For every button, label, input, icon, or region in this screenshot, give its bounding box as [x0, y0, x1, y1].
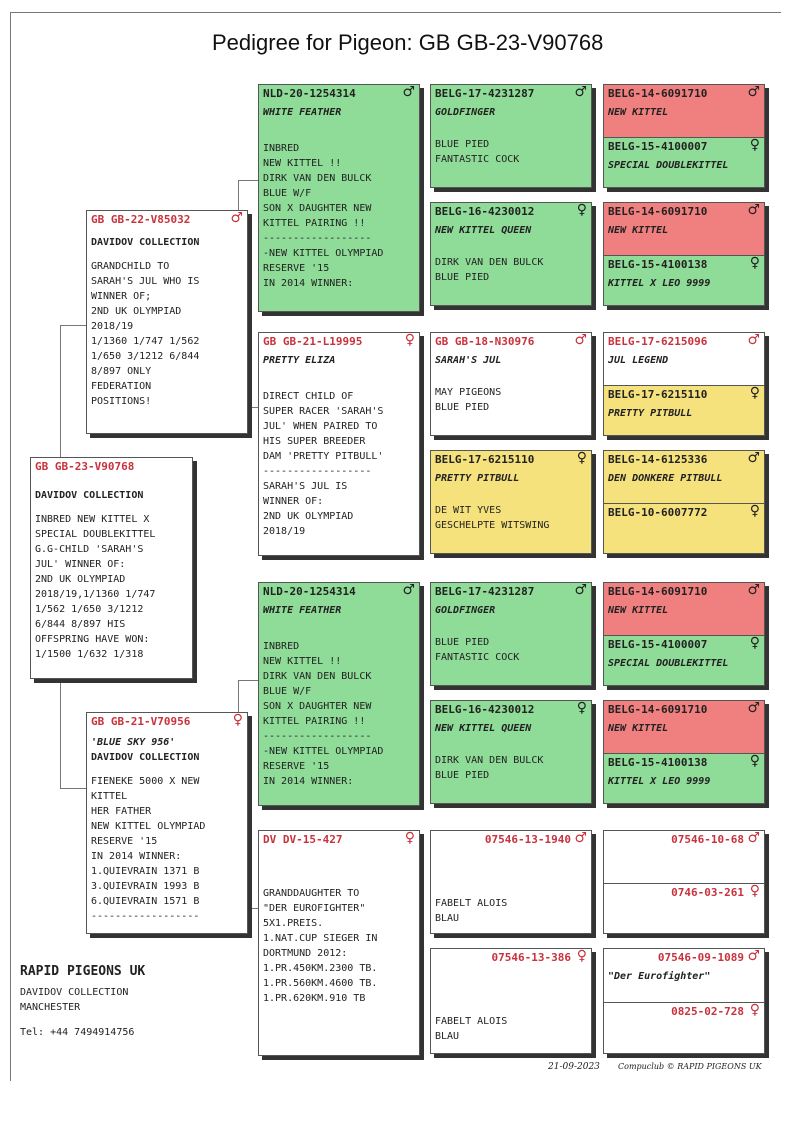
female-icon: ♀: [749, 255, 760, 271]
gen3-card-1[interactable]: [430, 84, 592, 188]
gen4-dam[interactable]: [604, 1002, 764, 1054]
dam-sire-card[interactable]: [258, 582, 420, 806]
gen4-dam[interactable]: [604, 753, 764, 804]
gen3-card-4[interactable]: [430, 450, 592, 554]
pigeon-info: BLUE PIED FANTASTIC COCK: [435, 139, 520, 165]
gen4-sire[interactable]: [604, 831, 764, 883]
gen4-dam[interactable]: [604, 883, 764, 934]
pigeon-info: FABELT ALOIS BLAU: [435, 1016, 508, 1042]
gen4-card-7[interactable]: [603, 830, 765, 934]
ring-number: DV DV-15-427: [263, 833, 343, 846]
ring-number: BELG-10-6007772: [608, 506, 708, 519]
gen4-card-4[interactable]: [603, 450, 765, 554]
female-icon: ♀: [749, 385, 760, 401]
pigeon-name: NEW KITTEL QUEEN: [435, 225, 532, 236]
pigeon-info: INBRED NEW KITTEL X SPECIAL DOUBLEKITTEL G.G-CHILD 'SARAH'S JUL' WINNER OF: 2ND UK OLYMPIAD 2018/19,1/1360 1/747 1/562 1/650 3/1212 6/844 8/897 HIS OFFSPRING HAVE WON: 1/1500 1/632 1/318: [35, 514, 156, 660]
sire-sire-card[interactable]: [258, 84, 420, 312]
pigeon-info: MAY PIGEONS BLUE PIED: [435, 387, 502, 413]
pigeon-name: NEW KITTEL: [608, 225, 669, 236]
ring-number: GB GB-21-L19995: [263, 335, 363, 348]
female-icon: ♀: [749, 883, 760, 899]
pigeon-info: DE WIT YVES GESCHELPTE WITSWING: [435, 505, 550, 531]
pigeon-name: NEW KITTEL QUEEN: [435, 723, 532, 734]
ring-number: GB GB-18-N30976: [435, 335, 535, 348]
ring-number: 07546-13-386: [491, 951, 571, 964]
ring-number: BELG-14-6091710: [608, 703, 708, 716]
ring-number: 07546-13-1940: [484, 833, 571, 846]
male-icon: ♂: [574, 582, 587, 598]
connector: [60, 788, 86, 789]
pigeon-info: GRANDDAUGHTER TO "DER EUROFIGHTER" 5X1.PREIS. 1.NAT.CUP SIEGER IN DORTMUND 2012: 1.PR.450KM.2300 TB. 1.PR.560KM.4600 TB. 1.PR.620KM.910 TB: [263, 888, 378, 1004]
female-icon: ♀: [232, 712, 243, 728]
ring-number: BELG-17-4231287: [435, 585, 535, 598]
connector: [60, 680, 61, 788]
male-icon: ♂: [402, 84, 415, 100]
pigeon-name: PRETTY PITBULL: [608, 408, 693, 419]
female-icon: ♀: [749, 137, 760, 153]
pigeon-name: DEN DONKERE PITBULL: [608, 473, 723, 484]
gen4-card-5[interactable]: [603, 582, 765, 686]
ring-number: BELG-16-4230012: [435, 703, 535, 716]
pigeon-name: NEW KITTEL: [608, 723, 669, 734]
pigeon-name: DAVIDOV COLLECTION: [91, 237, 200, 248]
gen3-card-2[interactable]: [430, 202, 592, 306]
dam-card[interactable]: [86, 712, 248, 934]
pigeon-name: PRETTY PITBULL: [435, 473, 520, 484]
gen4-card-6[interactable]: [603, 700, 765, 804]
pigeon-info: FIENEKE 5000 X NEW KITTEL HER FATHER NEW KITTEL OLYMPIAD RESERVE '15 IN 2014 WINNER: 1.QUIEVRAIN 1371 B 3.QUIEVRAIN 1993 B 6.QUIEVRAIN 1571 B ------------------: [91, 776, 206, 922]
male-icon: ♂: [747, 333, 760, 348]
pigeon-info: DIRECT CHILD OF SUPER RACER 'SARAH'S JUL' WHEN PAIRED TO HIS SUPER BREEDER DAM 'PRETTY PITBULL' ------------------ SARAH'S JUL IS WINNER OF: 2ND UK OLYMPIAD 2018/19: [263, 391, 384, 537]
female-icon: ♀: [576, 450, 587, 466]
sire-dam-card[interactable]: [258, 332, 420, 556]
gen4-card-2[interactable]: [603, 202, 765, 306]
pigeon-name: KITTEL X LEO 9999: [608, 278, 711, 289]
ring-number: BELG-16-4230012: [435, 205, 535, 218]
ring-number: 0746-03-261: [671, 886, 744, 899]
ring-number: NLD-20-1254314: [263, 585, 356, 598]
connector: [238, 680, 258, 681]
pigeon-info: DIRK VAN DEN BULCK BLUE PIED: [435, 755, 544, 781]
gen4-card-3[interactable]: [603, 332, 765, 436]
sire-card[interactable]: [86, 210, 248, 434]
ring-number: BELG-14-6091710: [608, 205, 708, 218]
gen3-card-8[interactable]: [430, 948, 592, 1054]
gen4-card-8[interactable]: [603, 948, 765, 1054]
ring-number: 07546-10-68: [671, 833, 744, 846]
pigeon-name: KITTEL X LEO 9999: [608, 776, 711, 787]
female-icon: ♀: [404, 830, 415, 846]
gen4-sire[interactable]: [604, 949, 764, 1002]
gen3-card-5[interactable]: [430, 582, 592, 686]
ring-number: GB GB-21-V70956: [91, 715, 191, 728]
ring-number: BELG-17-6215110: [435, 453, 535, 466]
female-icon: ♀: [576, 700, 587, 716]
gen4-dam[interactable]: [604, 385, 764, 436]
pigeon-name: NEW KITTEL: [608, 605, 669, 616]
male-icon: ♂: [747, 451, 760, 466]
ring-number: GB GB-23-V90768: [35, 460, 135, 473]
male-icon: ♂: [574, 84, 587, 100]
pigeon-info: DIRK VAN DEN BULCK BLUE PIED: [435, 257, 544, 283]
gen4-dam[interactable]: [604, 503, 764, 554]
ring-number: GB GB-22-V85032: [91, 213, 191, 226]
ring-number: 07546-09-1089: [657, 951, 744, 964]
ring-number: NLD-20-1254314: [263, 87, 356, 100]
breeder-info: [20, 964, 145, 1038]
pigeon-name: GOLDFINGER: [435, 107, 496, 118]
print-date: 21-09-2023: [548, 1062, 600, 1072]
ring-number: BELG-14-6091710: [608, 585, 708, 598]
pigeon-name: PRETTY ELIZA: [263, 355, 336, 366]
pigeon-info: INBRED NEW KITTEL !! DIRK VAN DEN BULCK BLUE W/F SON X DAUGHTER NEW KITTEL PAIRING !! ------------------ -NEW KITTEL OLYMPIAD RESERVE '15 IN 2014 WINNER:: [263, 641, 384, 787]
gen3-card-6[interactable]: [430, 700, 592, 804]
pigeon-info: BLUE PIED FANTASTIC COCK: [435, 637, 520, 663]
ring-number: BELG-14-6091710: [608, 87, 708, 100]
gen4-sire[interactable]: [604, 583, 764, 635]
female-icon: ♀: [576, 202, 587, 218]
male-icon: ♂: [574, 830, 587, 846]
pigeon-name: 'BLUE SKY 956': [91, 737, 176, 748]
pigeon-name-2: DAVIDOV COLLECTION: [91, 752, 200, 763]
gen4-dam[interactable]: [604, 635, 764, 686]
gen4-sire[interactable]: [604, 85, 764, 137]
gen3-card-3[interactable]: [430, 332, 592, 436]
male-icon: ♂: [402, 582, 415, 598]
software-credit: Compuclub © RAPID PIGEONS UK: [618, 1062, 762, 1071]
pigeon-info: INBRED NEW KITTEL !! DIRK VAN DEN BULCK BLUE W/F SON X DAUGHTER NEW KITTEL PAIRING !! ------------------ -NEW KITTEL OLYMPIAD RESERVE '15 IN 2014 WINNER:: [263, 143, 384, 289]
female-icon: ♀: [749, 635, 760, 651]
ring-number: BELG-17-6215110: [608, 388, 708, 401]
pigeon-name: "Der Eurofighter": [608, 971, 711, 982]
ring-number: BELG-15-4100007: [608, 140, 708, 153]
pigeon-name: JUL LEGEND: [608, 355, 669, 366]
dam-dam-card[interactable]: [258, 830, 420, 1056]
female-icon: ♀: [749, 753, 760, 769]
ring-number: BELG-15-4100007: [608, 638, 708, 651]
male-icon: ♂: [574, 332, 587, 348]
male-icon: ♂: [747, 949, 760, 964]
gen4-card-1[interactable]: [603, 84, 765, 188]
breeder-phone: Tel: +44 7494914756: [20, 1027, 135, 1038]
male-icon: ♂: [747, 85, 760, 100]
breeder-line-1: DAVIDOV COLLECTION: [20, 987, 129, 998]
male-icon: ♂: [747, 831, 760, 846]
breeder-line-2: MANCHESTER: [20, 1002, 81, 1013]
ring-number: BELG-17-6215096: [608, 335, 708, 348]
ring-number: BELG-15-4100138: [608, 756, 708, 769]
male-icon: ♂: [230, 210, 243, 226]
pigeon-name: WHITE FEATHER: [263, 605, 342, 616]
ring-number: BELG-14-6125336: [608, 453, 708, 466]
subject-card[interactable]: [30, 457, 193, 679]
female-icon: ♀: [576, 948, 587, 964]
gen4-sire[interactable]: [604, 451, 764, 503]
pigeon-name: NEW KITTEL: [608, 107, 669, 118]
female-icon: ♀: [404, 332, 415, 348]
pigeon-name: GOLDFINGER: [435, 605, 496, 616]
gen4-sire[interactable]: [604, 333, 764, 385]
pigeon-info: GRANDCHILD TO SARAH'S JUL WHO IS WINNER OF; 2ND UK OLYMPIAD 2018/19 1/1360 1/747 1/562 1/650 3/1212 6/844 8/897 ONLY FEDERATION POSITIONS!: [91, 261, 200, 407]
gen4-dam[interactable]: [604, 255, 764, 306]
ring-number: 0825-02-728: [671, 1005, 744, 1018]
gen4-sire[interactable]: [604, 203, 764, 255]
ring-number: BELG-17-4231287: [435, 87, 535, 100]
gen4-dam[interactable]: [604, 137, 764, 188]
connector: [60, 325, 86, 326]
female-icon: ♀: [749, 1002, 760, 1018]
pigeon-name: WHITE FEATHER: [263, 107, 342, 118]
male-icon: ♂: [747, 701, 760, 716]
pigeon-name: SPECIAL DOUBLEKITTEL: [608, 160, 729, 171]
male-icon: ♂: [747, 203, 760, 218]
gen3-card-7[interactable]: [430, 830, 592, 934]
female-icon: ♀: [749, 503, 760, 519]
connector: [238, 180, 258, 181]
breeder-name: RAPID PIGEONS UK: [20, 964, 146, 979]
connector: [60, 325, 61, 458]
pigeon-name: DAVIDOV COLLECTION: [35, 490, 144, 501]
pigeon-info: FABELT ALOIS BLAU: [435, 898, 508, 924]
page-title: Pedigree for Pigeon: GB GB-23-V90768: [212, 30, 604, 55]
pigeon-name: SARAH'S JUL: [435, 355, 502, 366]
gen4-sire[interactable]: [604, 701, 764, 753]
pigeon-name: SPECIAL DOUBLEKITTEL: [608, 658, 729, 669]
male-icon: ♂: [747, 583, 760, 598]
ring-number: BELG-15-4100138: [608, 258, 708, 271]
